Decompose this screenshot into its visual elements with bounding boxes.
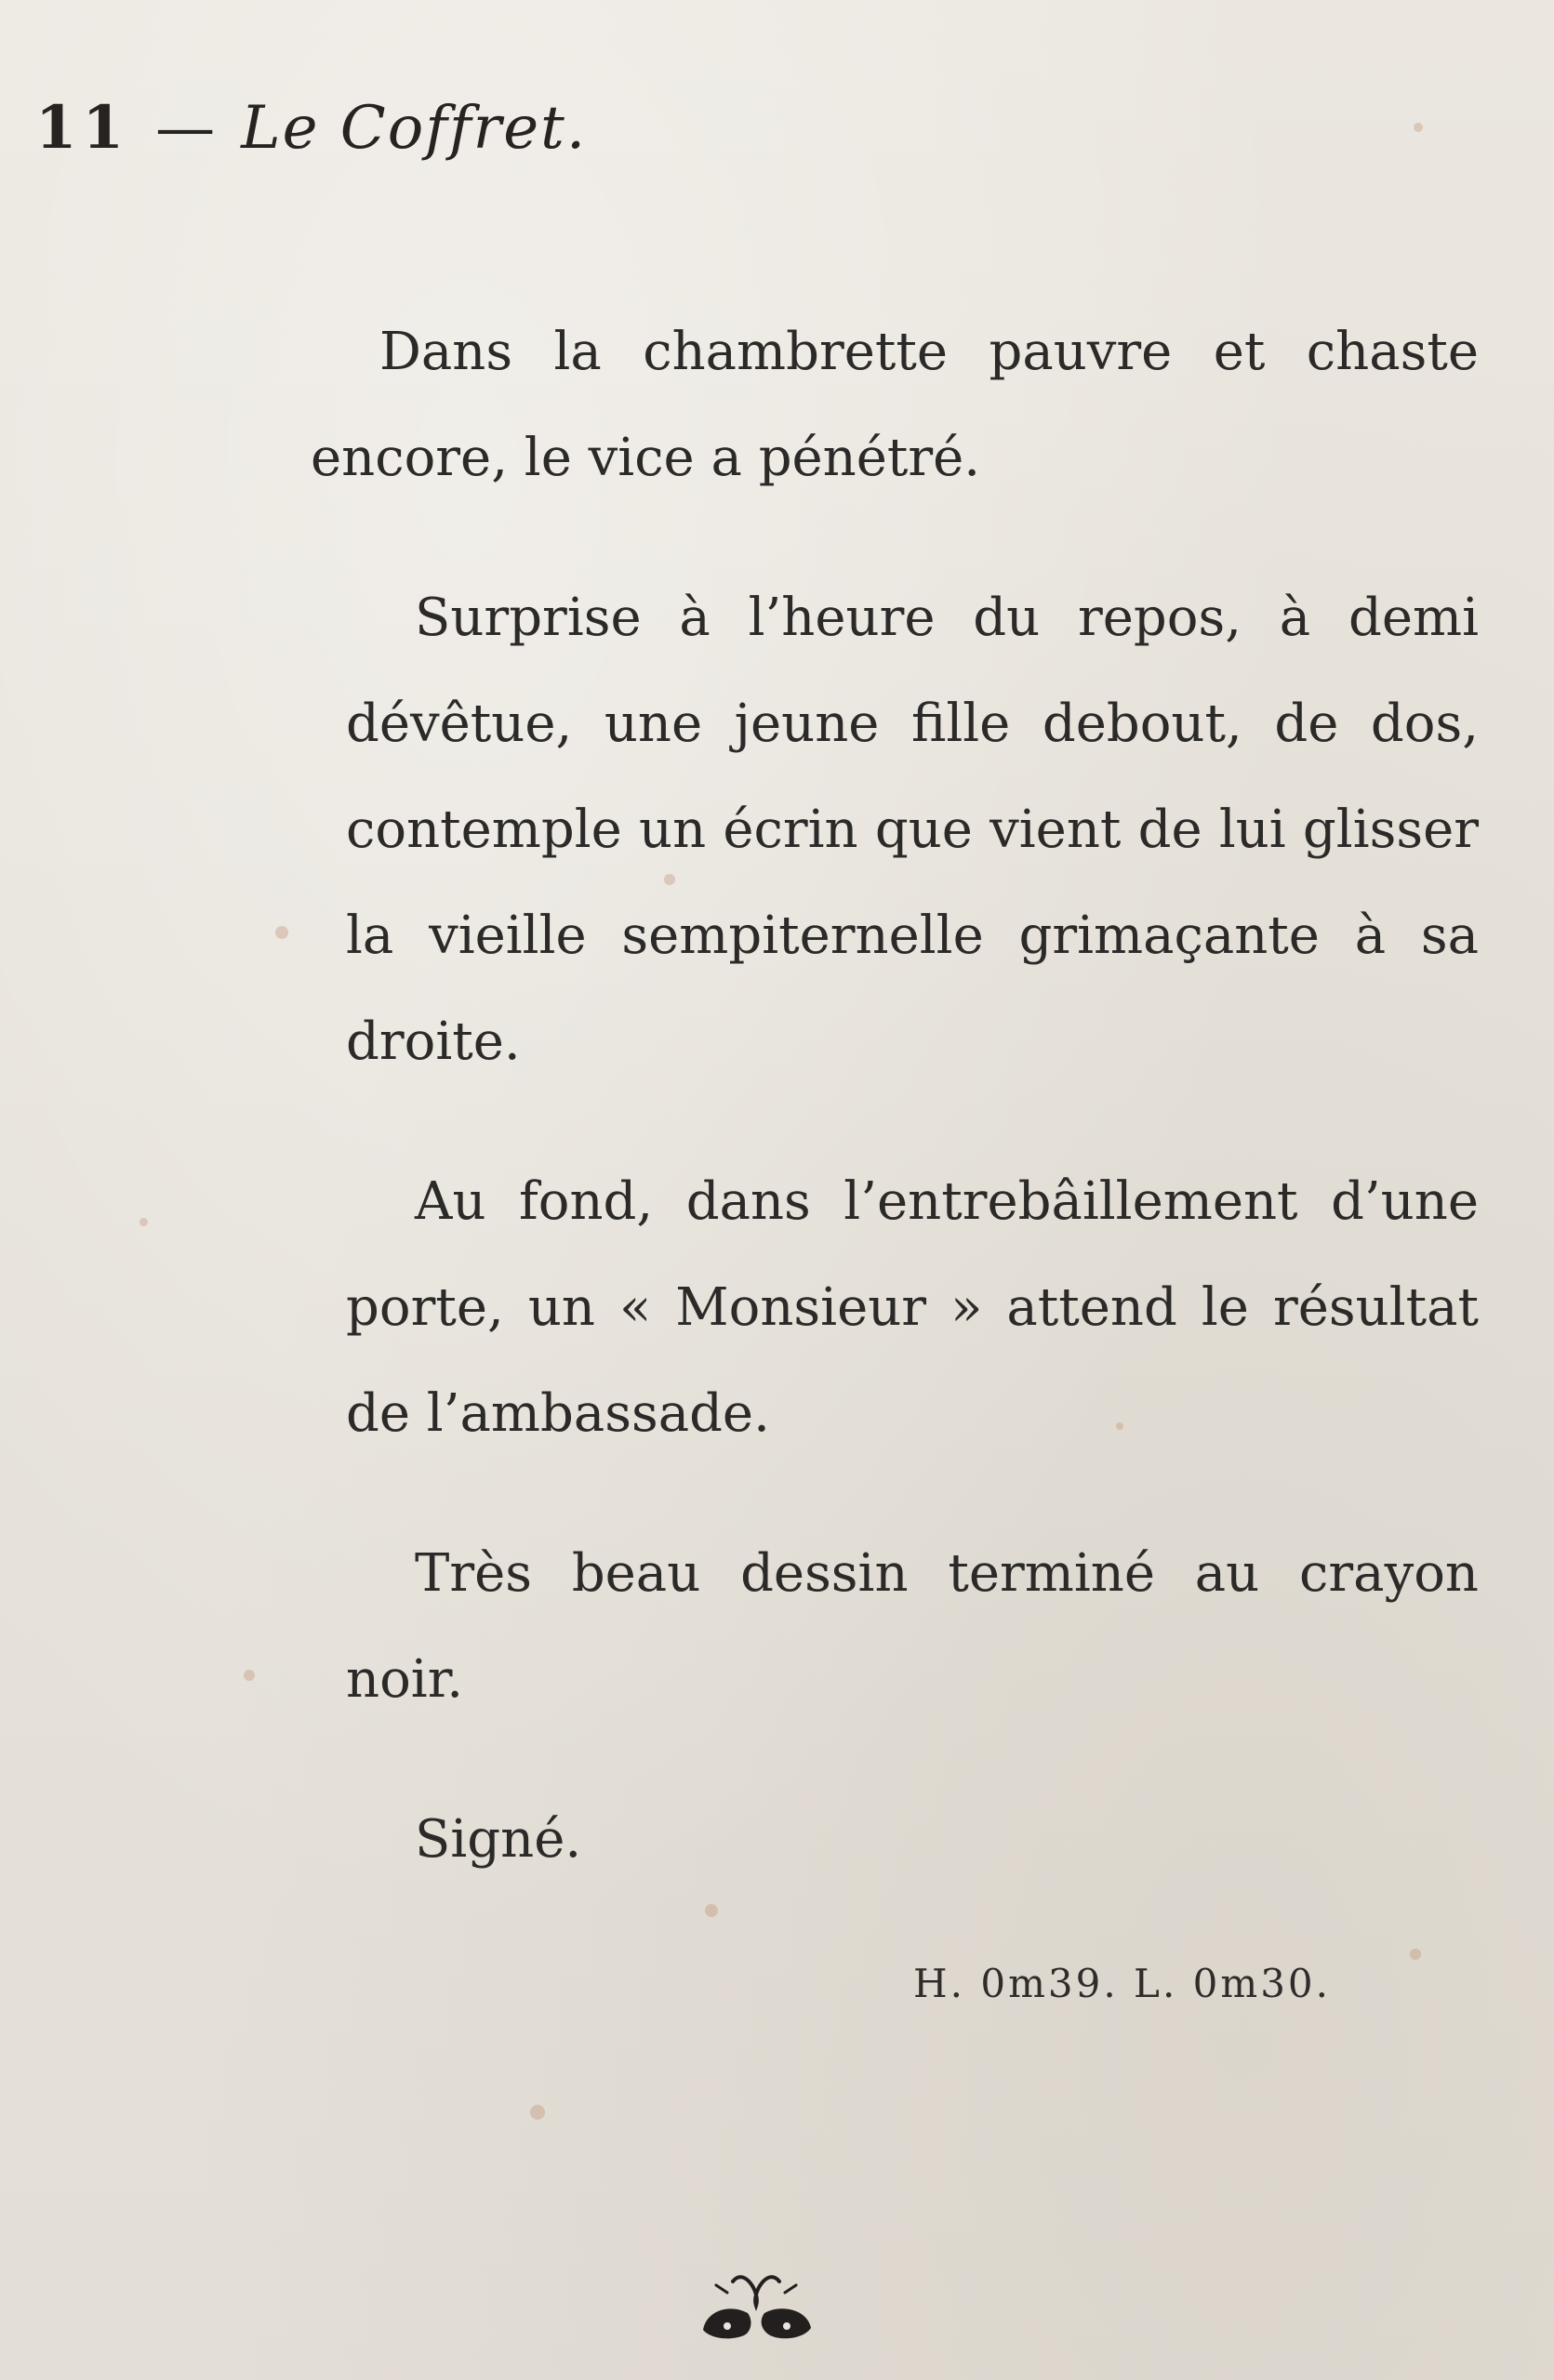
description-paragraph: Au fond, dans l’entrebâillement d’une porte, un « Monsieur » attend le résultat de l’ambassade. xyxy=(346,1171,1479,1444)
heading-separator: — xyxy=(155,94,216,163)
description-paragraph: Très beau dessin terminé au crayon noir. xyxy=(346,1543,1479,1710)
artwork-dimensions: H. 0m39. L. 0m30. xyxy=(913,1961,1331,2006)
description-paragraph: Dans la chambrette pauvre et chaste encore, le vice a pénétré. xyxy=(311,322,1479,488)
entry-title: Le Coffret. xyxy=(241,94,588,163)
foxing-speck xyxy=(1410,1949,1421,1960)
signature-note: Signé. xyxy=(415,1809,582,1870)
entry-heading xyxy=(35,91,587,165)
foxing-speck xyxy=(244,1670,255,1681)
foxing-speck xyxy=(1414,123,1423,132)
entry-number: 11 xyxy=(35,93,130,163)
foxing-speck xyxy=(275,926,288,939)
description-paragraph: Surprise à l’heure du repos, à demi dévêtue, une jeune fille debout, de dos, contemple un écrin que vient de lui glisser la vieille sempiternelle grimaçante à sa droite. xyxy=(346,588,1479,1072)
entry-description xyxy=(311,299,1479,1947)
foxing-speck xyxy=(530,2105,545,2120)
fleuron-ornament-icon xyxy=(696,2261,817,2343)
foxing-speck xyxy=(139,1218,148,1226)
